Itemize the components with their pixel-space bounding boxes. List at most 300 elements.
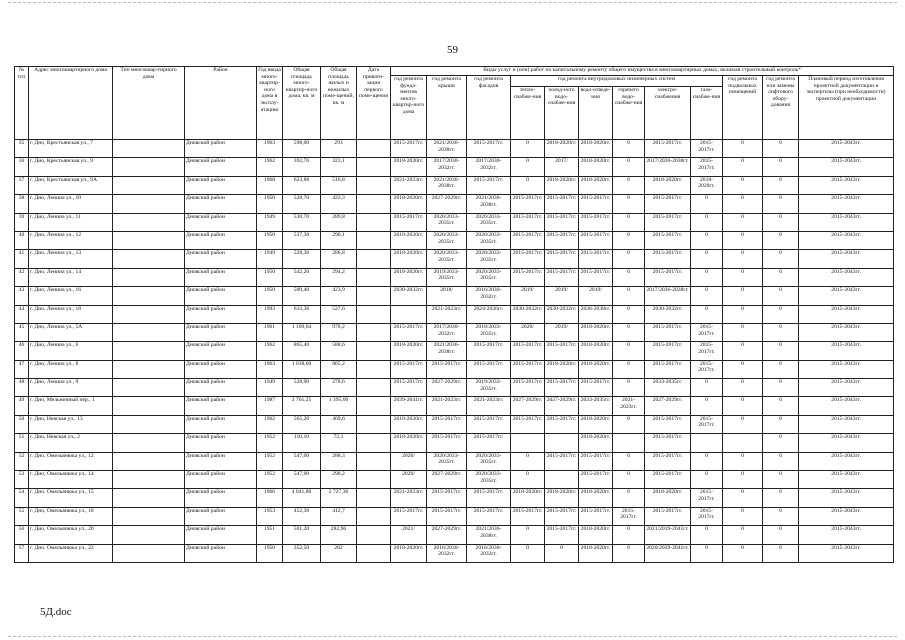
table-cell: 2021/2036-2038гг. — [427, 140, 467, 158]
table-cell: 0 — [763, 213, 799, 231]
table-cell: 2027-2029гг. — [427, 526, 467, 544]
table-cell: 282 — [321, 544, 357, 562]
table-cell: 1 395,00 — [321, 397, 357, 415]
table-cell: 2015-2043гг. — [799, 305, 894, 323]
table-cell: 2017/2030-2032гг. — [427, 158, 467, 176]
table-cell: 43 — [15, 287, 29, 305]
table-cell: 452,30 — [283, 507, 321, 525]
table-cell — [723, 434, 763, 452]
table-cell: г. Дно, Крестьянская ул., 9А — [29, 176, 113, 194]
table-cell: 52 — [15, 452, 29, 470]
table-cell: 53 — [15, 471, 29, 489]
page-number: 59 — [447, 44, 458, 56]
table-cell: г. Дно, Ленина ул., 5А — [29, 323, 113, 341]
table-cell: Дновский район — [185, 250, 257, 268]
table-cell: 2021-2023гг. — [613, 397, 645, 415]
table-cell: 0 — [613, 268, 645, 286]
table-cell: 2015-2017гг. — [391, 213, 427, 231]
table-cell: 565,20 — [283, 415, 321, 433]
table-cell — [113, 526, 185, 544]
table-cell: 2015-2017гг. — [427, 360, 467, 378]
table-cell: 0 — [763, 526, 799, 544]
table-cell: 2015-2017гг. — [467, 176, 511, 194]
table-cell: 2019/ — [511, 287, 545, 305]
table-cell: 0 — [763, 268, 799, 286]
table-cell: 2015-2043гг. — [799, 195, 894, 213]
table-cell: 865,2 — [321, 360, 357, 378]
table-cell: 2015-2017гг. — [511, 379, 545, 397]
table-cell: 542,20 — [283, 268, 321, 286]
table-cell: 278,6 — [321, 379, 357, 397]
table-row — [15, 231, 894, 249]
table-cell: Дновский район — [185, 176, 257, 194]
table-cell: 2015-2043гг. — [799, 379, 894, 397]
table-cell: 1949 — [257, 379, 283, 397]
table-cell: 412,7 — [321, 507, 357, 525]
table-row — [15, 287, 894, 305]
table-cell — [357, 507, 391, 525]
table-cell: 2015-2017гг. — [511, 415, 545, 433]
table-cell: 598,00 — [283, 140, 321, 158]
table-cell — [357, 415, 391, 433]
table-cell — [511, 434, 545, 452]
table-cell: 0 — [723, 231, 763, 249]
table-cell: 0 — [763, 323, 799, 341]
table-cell — [545, 434, 579, 452]
table-cell: 2015-2017гг. — [645, 434, 691, 452]
table-cell: 2016/2030-2032гг. — [467, 544, 511, 562]
header-lift: год ремонта или замены лифтового обору-дования — [763, 76, 799, 140]
table-cell: 1952 — [257, 471, 283, 489]
table-cell — [357, 305, 391, 323]
table-cell — [113, 268, 185, 286]
header-hot: горячего водо-снабже-ния — [613, 87, 645, 140]
table-cell: 2018-2020гг. — [579, 544, 613, 562]
table-cell — [113, 176, 185, 194]
table-cell: 0 — [691, 544, 723, 562]
table-cell: 0 — [511, 140, 545, 158]
table-cell: 0 — [723, 452, 763, 470]
table-cell — [357, 360, 391, 378]
table-cell: 2015-2017гг. — [511, 507, 545, 525]
table-cell — [113, 434, 185, 452]
table-cell: Дновский район — [185, 379, 257, 397]
table-cell: 2027-2029гг. — [511, 397, 545, 415]
table-cell: 2018-2020гг. — [545, 140, 579, 158]
table-cell: 0 — [763, 379, 799, 397]
table-cell: 2021/ — [391, 526, 427, 544]
table-cell: 0 — [763, 360, 799, 378]
table-cell: 2020/ — [511, 323, 545, 341]
table-cell: 0 — [763, 471, 799, 489]
table-cell: 2015-2017гг. — [427, 489, 467, 507]
table-cell: 1950 — [257, 231, 283, 249]
table-cell: 2015-2017гг. — [545, 415, 579, 433]
table-cell: Дновский район — [185, 213, 257, 231]
table-cell: 2018-2020гг. — [579, 158, 613, 176]
table-cell: Дновский район — [185, 342, 257, 360]
table-row — [15, 452, 894, 470]
table-cell: 0 — [763, 158, 799, 176]
table-cell — [357, 140, 391, 158]
table-cell: 0 — [613, 342, 645, 360]
table-cell: 2015-2043гг. — [799, 360, 894, 378]
table-cell: 2015-2043гг. — [799, 544, 894, 562]
table-cell: 2018-2020гг. — [545, 489, 579, 507]
table-cell: 0 — [763, 452, 799, 470]
table-cell: Дновский район — [185, 158, 257, 176]
table-cell: 865,40 — [283, 342, 321, 360]
table-cell: 0 — [613, 176, 645, 194]
table-cell: 2018-2020гг. — [579, 140, 613, 158]
table-cell: 2030-2032гг. — [545, 305, 579, 323]
table-cell: 0 — [723, 526, 763, 544]
table-cell: 1987 — [257, 397, 283, 415]
table-cell — [357, 176, 391, 194]
table-cell: 2015-2017гг. — [579, 471, 613, 489]
table-cell: 2015-2017гг. — [391, 140, 427, 158]
table-cell — [113, 195, 185, 213]
table-row — [15, 434, 894, 452]
table-cell: 2015-2043гг. — [799, 213, 894, 231]
table-cell: 528,90 — [283, 379, 321, 397]
table-cell: 547,00 — [283, 471, 321, 489]
table-cell: 0 — [613, 526, 645, 544]
table-cell — [113, 379, 185, 397]
table-cell: 46 — [15, 342, 29, 360]
capital-repair-table — [14, 66, 894, 563]
table-cell — [113, 140, 185, 158]
table-cell: 0 — [723, 544, 763, 562]
table-cell — [613, 434, 645, 452]
table-cell: 2015-2017гг. — [645, 415, 691, 433]
table-cell: 0 — [723, 213, 763, 231]
table-cell: г. Дно, Ленина ул., 12 — [29, 231, 113, 249]
table-cell: 2018-2020гг. — [545, 176, 579, 194]
table-cell: г. Дно, Ленина ул., 9 — [29, 379, 113, 397]
table-cell: 40 — [15, 231, 29, 249]
table-cell: 2020/2033-2035гг. — [467, 213, 511, 231]
table-cell: Дновский район — [185, 471, 257, 489]
table-cell: Дновский район — [185, 195, 257, 213]
table-cell — [357, 323, 391, 341]
table-cell: 2015-2017гг. — [511, 360, 545, 378]
header-heat: тепло-снабже-ния — [511, 87, 545, 140]
table-cell: г. Дно, Омельянюка ул., 15 — [29, 489, 113, 507]
table-cell — [357, 158, 391, 176]
table-cell: 392,76 — [283, 158, 321, 176]
table-cell: 2030-2032гг. — [511, 305, 545, 323]
table-cell: 0 — [763, 231, 799, 249]
table-cell: 2015-2017гг. — [691, 360, 723, 378]
scan-edge-top — [8, 2, 897, 3]
table-cell: 1952 — [257, 452, 283, 470]
table-cell: г. Дно, Невская ул., 2 — [29, 434, 113, 452]
table-row — [15, 526, 894, 544]
table-cell: Дновский район — [185, 287, 257, 305]
table-cell: 530,70 — [283, 213, 321, 231]
table-cell: 0 — [723, 379, 763, 397]
table-cell: 48 — [15, 379, 29, 397]
table-cell: 2020/2033-2035гг. — [467, 268, 511, 286]
table-row — [15, 397, 894, 415]
table-cell: 0 — [613, 140, 645, 158]
table-cell: 2015-2017гг. — [645, 213, 691, 231]
table-cell: 44 — [15, 305, 29, 323]
table-cell: 527,6 — [321, 305, 357, 323]
table-cell: Дновский район — [185, 268, 257, 286]
table-cell: 50 — [15, 415, 29, 433]
table-cell: г. Дно, Омельянюка ул., 14 — [29, 471, 113, 489]
table-cell: 47 — [15, 360, 29, 378]
table-cell — [113, 342, 185, 360]
table-cell: Дновский район — [185, 434, 257, 452]
table-cell: 2015-2017гг. — [511, 231, 545, 249]
table-row — [15, 415, 894, 433]
table-cell: 2015-2017гг. — [467, 360, 511, 378]
table-cell: 2021-2023гг. — [391, 176, 427, 194]
table-cell — [391, 305, 427, 323]
table-cell: 2015-2043гг. — [799, 140, 894, 158]
table-cell: 2030-2032гг. — [645, 305, 691, 323]
table-cell: 0 — [613, 231, 645, 249]
table-cell: Дновский район — [185, 231, 257, 249]
table-cell: 2015-2043гг. — [799, 158, 894, 176]
table-cell: 2018/ — [427, 287, 467, 305]
table-cell — [357, 195, 391, 213]
table-cell: 2015-2017гг. — [545, 526, 579, 544]
table-cell: 2018-2020гг. — [579, 176, 613, 194]
table-cell: 2015-2017гг. — [613, 507, 645, 525]
table-cell: 54 — [15, 489, 29, 507]
table-cell — [113, 507, 185, 525]
table-cell: 2018-2020гг. — [391, 158, 427, 176]
table-cell: 1962 — [257, 415, 283, 433]
table-cell: 36 — [15, 158, 29, 176]
table-cell: 2015-2043гг. — [799, 231, 894, 249]
table-cell: 2015-2017гг. — [645, 360, 691, 378]
header-foundation: год ремонта фунда-ментов много-квартир-ного дома — [391, 76, 427, 140]
table-cell: 0 — [723, 268, 763, 286]
table-cell: 2017/2036-2038гг. — [645, 287, 691, 305]
table-cell: 423,9 — [321, 287, 357, 305]
table-cell: 2021/2019-2041гг. — [645, 526, 691, 544]
table-cell: Дновский район — [185, 526, 257, 544]
table-cell: 2015-2017гг. — [691, 489, 723, 507]
table-cell: 2015-2043гг. — [799, 415, 894, 433]
table-cell: 2039-2041гг. — [391, 397, 427, 415]
table-cell: 2015-2017гг. — [645, 268, 691, 286]
table-cell: 2018/2033-2035гг. — [467, 323, 511, 341]
table-cell — [357, 397, 391, 415]
table-cell: 0 — [613, 489, 645, 507]
table-cell: 0 — [723, 158, 763, 176]
table-cell: 41 — [15, 250, 29, 268]
table-cell: 2033-2035гг. — [645, 379, 691, 397]
table-cell: 0 — [763, 176, 799, 194]
table-row — [15, 176, 894, 194]
table-cell: 2015-2017гг. — [391, 323, 427, 341]
table-cell: 2018-2020гг. — [691, 176, 723, 194]
table-cell: 1968 — [257, 176, 283, 194]
table-cell: 0 — [691, 268, 723, 286]
table-cell — [113, 544, 185, 562]
table-cell — [357, 268, 391, 286]
table-cell: 2019/2033-2035гг. — [427, 268, 467, 286]
table-cell: 469,6 — [321, 415, 357, 433]
table-cell: 4 041,80 — [283, 489, 321, 507]
table-cell: г. Дно, Омельянюка ул., 12 — [29, 452, 113, 470]
table-cell: 0 — [691, 471, 723, 489]
table-cell: 0 — [613, 287, 645, 305]
table-row — [15, 471, 894, 489]
table-cell: 2033-2035гг. — [579, 397, 613, 415]
table-cell — [357, 379, 391, 397]
table-cell: 1962 — [257, 158, 283, 176]
table-cell: 516,8 — [321, 176, 357, 194]
table-cell: 0 — [613, 360, 645, 378]
table-cell: 1950 — [257, 544, 283, 562]
header-year: Год ввода много-квартир-ного дома в эксплу-атацию — [257, 67, 283, 140]
table-cell: 1963 — [257, 360, 283, 378]
table-cell: 0 — [511, 452, 545, 470]
table-cell: 49 — [15, 397, 29, 415]
table-cell: 2015-2017гг. — [579, 195, 613, 213]
table-cell: 2020/2039-2041гг. — [645, 544, 691, 562]
table-cell: 2015-2017гг. — [427, 415, 467, 433]
table-row — [15, 213, 894, 231]
table-cell: 2015-2017гг. — [467, 415, 511, 433]
table-cell: 2015-2043гг. — [799, 250, 894, 268]
table-cell — [113, 158, 185, 176]
table-cell: 2020/2033-2035гг. — [427, 213, 467, 231]
table-cell: 288,3 — [321, 452, 357, 470]
table-cell: 0 — [723, 287, 763, 305]
table-cell: 2018-2020гг. — [645, 489, 691, 507]
table-cell: 2015-2017гг. — [579, 213, 613, 231]
table-cell — [357, 213, 391, 231]
table-cell: 0 — [613, 323, 645, 341]
table-cell: 2027-2029гг. — [427, 471, 467, 489]
table-cell: 2015-2017гг. — [691, 158, 723, 176]
table-cell: 501,20 — [283, 526, 321, 544]
table-row — [15, 268, 894, 286]
table-cell: 2015-2043гг. — [799, 507, 894, 525]
table-cell: 1 169,64 — [283, 323, 321, 341]
table-cell: 2015-2017гг. — [511, 213, 545, 231]
header-basement: год ремонта подвальных помещений — [723, 76, 763, 140]
table-cell: 2021-2023гг. — [427, 397, 467, 415]
table-cell: 1950 — [257, 268, 283, 286]
table-cell: 2019/ — [545, 323, 579, 341]
table-cell: г. Дно, Ленина ул., 18 — [29, 305, 113, 323]
table-cell: 2015-2017гг. — [467, 507, 511, 525]
table-cell: 2018-2020гг. — [391, 268, 427, 286]
table-cell: 0 — [691, 287, 723, 305]
table-cell: Дновский район — [185, 305, 257, 323]
table-cell: 0 — [763, 544, 799, 562]
table-cell — [357, 342, 391, 360]
table-cell: 0 — [723, 250, 763, 268]
table-cell: 2015-2017гг. — [579, 231, 613, 249]
table-cell: г. Дно, Мельничный пер., 1 — [29, 397, 113, 415]
table-cell: 2015-2017гг. — [545, 195, 579, 213]
table-cell: 2015-2043гг. — [799, 176, 894, 194]
table-cell: Дновский район — [185, 489, 257, 507]
table-cell: 0 — [763, 397, 799, 415]
footer-filename: 5Д.doc — [40, 606, 72, 618]
table-cell: Дновский район — [185, 452, 257, 470]
table-row — [15, 250, 894, 268]
table-cell: 2015-2017гг. — [645, 140, 691, 158]
table-cell: 0 — [691, 379, 723, 397]
table-cell: Дновский район — [185, 507, 257, 525]
table-cell: 2020/2033-2035гг. — [427, 231, 467, 249]
table-cell: 2016/2030-2032гг. — [427, 544, 467, 562]
table-cell: 2021-2023гг. — [467, 397, 511, 415]
table-cell: 290,2 — [321, 471, 357, 489]
table-cell: г. Дно, Ленина ул., 11 — [29, 213, 113, 231]
table-cell: 2015-2017гг. — [467, 489, 511, 507]
table-cell: 1951 — [257, 526, 283, 544]
table-cell — [113, 213, 185, 231]
table-cell: 0 — [613, 415, 645, 433]
table-cell — [113, 360, 185, 378]
table-cell: 0 — [763, 305, 799, 323]
table-cell: 1949 — [257, 250, 283, 268]
table-cell: 2015-2017гг. — [579, 250, 613, 268]
table-cell: 2015-2043гг. — [799, 268, 894, 286]
table-cell: 2015-2017гг. — [467, 434, 511, 452]
table-cell: 0 — [691, 213, 723, 231]
table-cell — [357, 526, 391, 544]
table-cell: 2018-2020гг. — [391, 415, 427, 433]
table-cell: 0 — [723, 342, 763, 360]
table-cell: 0 — [723, 305, 763, 323]
header-privat: Дата привати-зации первого поме-щения — [357, 67, 391, 140]
table-cell: 0 — [723, 397, 763, 415]
table-cell: 55 — [15, 507, 29, 525]
table-cell — [357, 287, 391, 305]
table-cell: 2019/ — [545, 287, 579, 305]
table-cell — [113, 489, 185, 507]
table-cell: 2015-2017гг. — [467, 140, 511, 158]
table-cell: 0 — [613, 379, 645, 397]
table-cell: 2015-2043гг. — [799, 526, 894, 544]
table-row — [15, 379, 894, 397]
table-cell: 2015-2017гг. — [645, 323, 691, 341]
table-cell: 2020/ — [391, 471, 427, 489]
table-cell: 0 — [723, 507, 763, 525]
table-cell: 0 — [511, 526, 545, 544]
table-cell — [357, 489, 391, 507]
table-cell: г. Дно, Омельянюка ул., 22 — [29, 544, 113, 562]
table-cell: 2015-2017гг. — [511, 250, 545, 268]
table-cell: 2 727,36 — [321, 489, 357, 507]
table-cell: 2027-2029гг. — [645, 397, 691, 415]
table-cell: 2015-2017гг. — [391, 507, 427, 525]
table-cell: 0 — [691, 526, 723, 544]
header-area-res: Общая площадь жилых и нежилых поме-щений, кв. м — [321, 67, 357, 140]
table-cell: 1953 — [257, 507, 283, 525]
table-cell: 2015-2017гг. — [645, 471, 691, 489]
table-cell: г. Дно, Крестьянская ул., 7 — [29, 140, 113, 158]
table-cell: г. Дно, Омельянюка ул., 20 — [29, 526, 113, 544]
header-address: Адрес многоквартирного дома — [29, 67, 113, 140]
table-cell: 2017/2030-2032гг. — [467, 158, 511, 176]
table-cell: 2015-2017гг. — [691, 140, 723, 158]
table-cell: 2015-2017гг. — [545, 250, 579, 268]
